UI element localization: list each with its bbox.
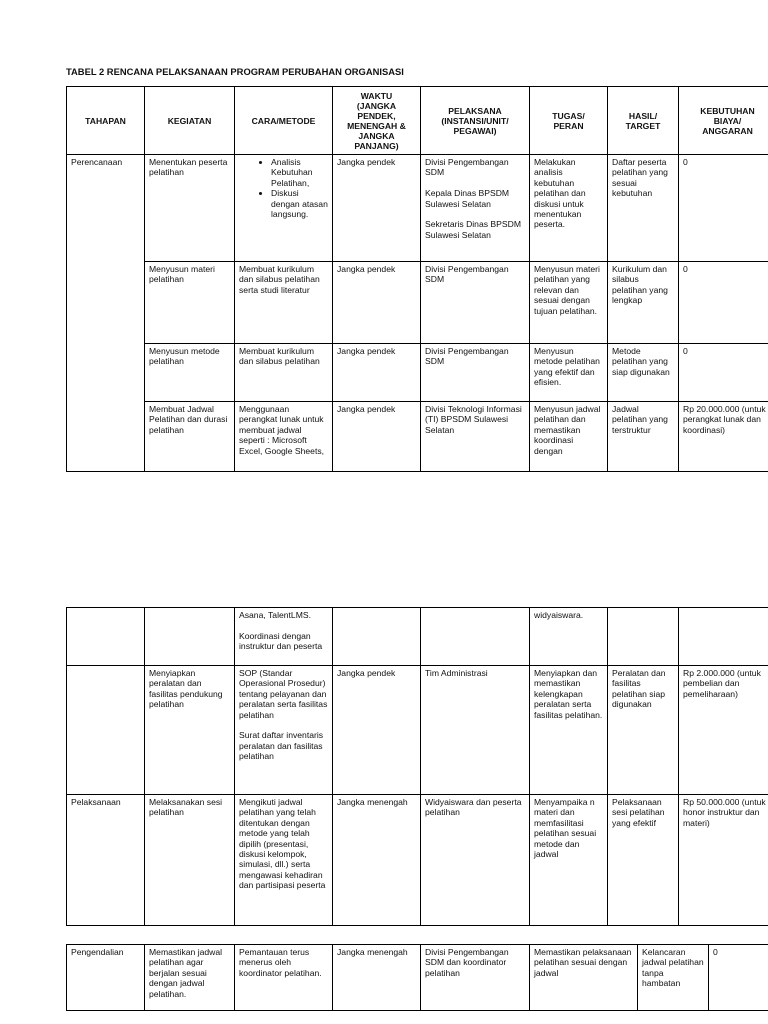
hasil-cell: Jadwal pelatihan yang terstruktur	[608, 402, 679, 472]
biaya-cell: Rp 20.000.000 (untuk perangkat lunak dan koordinasi)	[679, 402, 768, 472]
header-row	[67, 87, 768, 155]
pelaksana-cell: Divisi Pengembangan SDM	[421, 262, 530, 344]
table-row	[67, 155, 768, 262]
plan-table-page-2	[66, 607, 768, 926]
table-row	[67, 262, 768, 344]
hasil-cell: Daftar peserta pelatihan yang sesuai kebutuhan	[608, 155, 679, 262]
metode-cell: Menggunaan perangkat lunak untuk membuat jadwal seperti : Microsoft Excel, Google Sheets,	[235, 402, 333, 472]
metode-cell: SOP (Standar Operasional Prosedur) tentang pelayanan dan peralatan serta fasilitas pelatihan Surat daftar inventaris peralatan dan fasilitas pelatihan	[235, 666, 333, 795]
stage-cell	[67, 666, 145, 795]
header-tahapan: TAHAPAN	[67, 87, 145, 155]
metode-cell: Membuat kurikulum dan silabus pelatihan	[235, 344, 333, 402]
biaya-cell: Rp 50.000.000 (untuk honor instruktur dan materi)	[679, 795, 768, 926]
biaya-cell: 0	[709, 945, 768, 1011]
kegiatan-cell: Menyiapkan peralatan dan fasilitas pendukung pelatihan	[145, 666, 235, 795]
list-item: • Analisis Kebutuhan Pelatihan,	[271, 157, 328, 188]
pelaksana-cell: Divisi Pengembangan SDM dan koordinator pelatihan	[421, 945, 530, 1011]
tugas-cell: Melakukan analisis kebutuhan pelatihan dan diskusi untuk menentukan peserta.	[530, 155, 608, 262]
pelaksana-cell: Divisi Pengembangan SDM	[421, 344, 530, 402]
biaya-cell	[679, 608, 768, 666]
stage-cell	[67, 608, 145, 666]
waktu-cell: Jangka pendek	[333, 666, 421, 795]
header-waktu: WAKTU (JANGKA PENDEK, MENENGAH & JANGKA PANJANG)	[333, 87, 421, 155]
kegiatan-cell	[145, 608, 235, 666]
header-tugas-peran: TUGAS/ PERAN	[530, 87, 608, 155]
plan-table-page-3	[66, 944, 768, 1011]
hasil-cell: Kurikulum dan silabus pelatihan yang lengkap	[608, 262, 679, 344]
pelaksana-cell	[421, 608, 530, 666]
metode-list	[239, 157, 328, 219]
waktu-cell	[333, 608, 421, 666]
metode-cell: Membuat kurikulum dan silabus pelatihan serta studi literatur	[235, 262, 333, 344]
biaya-cell: 0	[679, 155, 768, 262]
kegiatan-cell: Melaksanakan sesi pelatihan	[145, 795, 235, 926]
metode-cell: Asana, TalentLMS. Koordinasi dengan instruktur dan peserta	[235, 608, 333, 666]
tugas-cell: Menyampaika n materi dan memfasilitasi pelatihan sesuai metode dan jadwal	[530, 795, 608, 926]
plan-table-page-1	[66, 86, 768, 472]
list-item: • Diskusi dengan atasan langsung.	[271, 188, 328, 219]
stage-cell: Perencanaan	[67, 155, 145, 472]
table-row	[67, 402, 768, 472]
pelaksana-cell: Widyaiswara dan peserta pelatihan	[421, 795, 530, 926]
hasil-cell: Pelaksanaan sesi pelatihan yang efektif	[608, 795, 679, 926]
waktu-cell: Jangka pendek	[333, 155, 421, 262]
table-title: TABEL 2 RENCANA PELAKSANAAN PROGRAM PERUBAHAN ORGANISASI	[66, 66, 404, 77]
biaya-cell: 0	[679, 344, 768, 402]
waktu-cell: Jangka pendek	[333, 402, 421, 472]
tugas-cell: Menyiapkan dan memastikan kelengkapan peralatan serta fasilitas pelatihan.	[530, 666, 608, 795]
hasil-cell: Metode pelatihan yang siap digunakan	[608, 344, 679, 402]
pelaksana-cell: Divisi Pengembangan SDM Kepala Dinas BPSDM Sulawesi Selatan Sekretaris Dinas BPSDM Sulawesi Selatan	[421, 155, 530, 262]
tugas-cell: Memastikan pelaksanaan pelatihan sesuai dengan jadwal	[530, 945, 638, 1011]
waktu-cell: Jangka menengah	[333, 945, 421, 1011]
table-row	[67, 795, 768, 926]
hasil-cell: Peralatan dan fasilitas pelatihan siap digunakan	[608, 666, 679, 795]
metode-cell: Pemantauan terus menerus oleh koordinator pelatihan.	[235, 945, 333, 1011]
metode-cell	[235, 155, 333, 262]
tugas-cell: Menyusun metode pelatihan yang efektif dan efisien.	[530, 344, 608, 402]
pelaksana-cell: Divisi Teknologi Informasi (TI) BPSDM Sulawesi Selatan	[421, 402, 530, 472]
metode-cell: Mengikuti jadwal pelatihan yang telah ditentukan dengan metode yang telah dipilih (presentasi, diskusi kelompok, simulasi, dll.) serta mengawasi kehadiran dan partisipasi peserta	[235, 795, 333, 926]
kegiatan-cell: Menentukan peserta pelatihan	[145, 155, 235, 262]
biaya-cell: Rp 2.000.000 (untuk pembelian dan pemeliharaan)	[679, 666, 768, 795]
biaya-cell: 0	[679, 262, 768, 344]
table-row	[67, 666, 768, 795]
stage-cell: Pengendalian	[67, 945, 145, 1011]
hasil-cell	[608, 608, 679, 666]
kegiatan-cell: Memastikan jadwal pelatihan agar berjalan sesuai dengan jadwal pelatihan.	[145, 945, 235, 1011]
tugas-cell: Menyusun jadwal pelatihan dan memastikan koordinasi dengan	[530, 402, 608, 472]
hasil-cell: Kelancaran jadwal pelatihan tanpa hambatan	[638, 945, 709, 1011]
header-kegiatan: KEGIATAN	[145, 87, 235, 155]
table-row	[67, 608, 768, 666]
waktu-cell: Jangka pendek	[333, 262, 421, 344]
waktu-cell: Jangka menengah	[333, 795, 421, 926]
table-row	[67, 945, 768, 1011]
tugas-cell: widyaiswara.	[530, 608, 608, 666]
pelaksana-cell: Tim Administrasi	[421, 666, 530, 795]
header-pelaksana: PELAKSANA (INSTANSI/UNIT/ PEGAWAI)	[421, 87, 530, 155]
header-hasil-target: HASIL/ TARGET	[608, 87, 679, 155]
header-cara-metode: CARA/METODE	[235, 87, 333, 155]
stage-cell: Pelaksanaan	[67, 795, 145, 926]
waktu-cell: Jangka pendek	[333, 344, 421, 402]
kegiatan-cell: Menyusun materi pelatihan	[145, 262, 235, 344]
kegiatan-cell: Membuat Jadwal Pelatihan dan durasi pelatihan	[145, 402, 235, 472]
kegiatan-cell: Menyusun metode pelatihan	[145, 344, 235, 402]
tugas-cell: Menyusun materi pelatihan yang relevan dan sesuai dengan tujuan pelatihan.	[530, 262, 608, 344]
table-row	[67, 344, 768, 402]
header-kebutuhan-biaya: KEBUTUHAN BIAYA/ ANGGARAN	[679, 87, 768, 155]
